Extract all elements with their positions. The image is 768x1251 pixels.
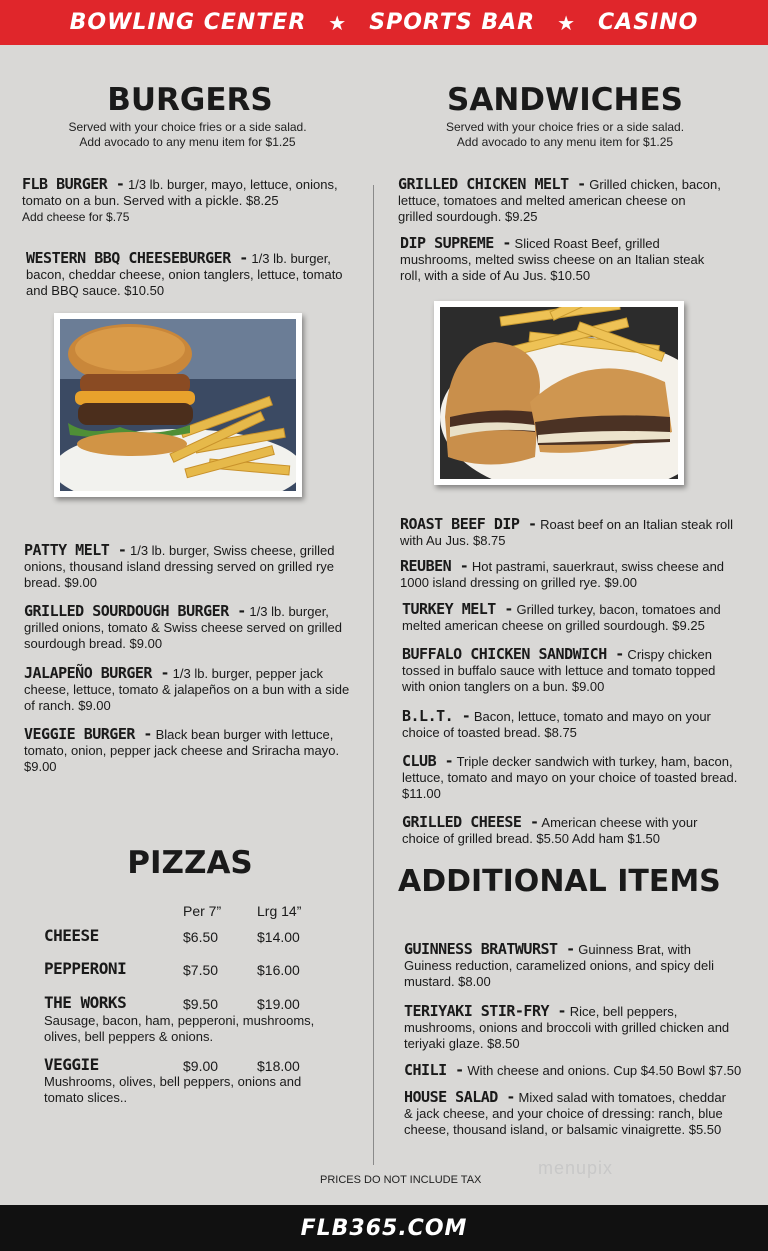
sandwiches-heading: SANDWICHES	[447, 82, 683, 118]
pizza-name: VEGGIE	[44, 1055, 99, 1074]
pizza-price-large: $19.00	[257, 996, 300, 1012]
menu-item-club	[402, 753, 742, 802]
item-name: FLB BURGER -	[22, 175, 125, 193]
pizza-name: PEPPERONI	[44, 959, 127, 978]
item-name: JALAPEÑO BURGER -	[24, 664, 170, 682]
item-name: CHILI -	[404, 1061, 464, 1079]
pizza-price-large: $18.00	[257, 1058, 300, 1074]
item-name: B.L.T. -	[402, 707, 471, 725]
item-name: GUINNESS BRATWURST -	[404, 940, 575, 958]
pizza-col-small-header: Per 7”	[183, 903, 222, 919]
item-name: PATTY MELT -	[24, 541, 127, 559]
item-name: GRILLED SOURDOUGH BURGER -	[24, 602, 246, 620]
pizzas-heading: PIZZAS	[127, 845, 253, 881]
pizza-description: Mushrooms, olives, bell peppers, onions and tomato slices..	[44, 1074, 302, 1105]
menu-item-house-salad	[404, 1089, 734, 1138]
menu-item-veggie-burger	[24, 726, 344, 775]
pizza-price-small: $9.00	[183, 1058, 219, 1074]
tax-note: PRICES DO NOT INCLUDE TAX	[320, 1174, 482, 1186]
pizza-name: CHEESE	[44, 926, 99, 945]
menu-item-chili	[404, 1062, 749, 1079]
burgers-note-line-1: Served with your choice fries or a side salad.	[68, 120, 307, 134]
burger-image	[60, 319, 296, 491]
pizza-name: THE WORKS	[44, 993, 127, 1012]
item-description: American cheese with your choice of grilled bread. $5.50 Add ham $1.50	[402, 815, 698, 846]
item-name: TERIYAKI STIR-FRY -	[404, 1002, 567, 1020]
item-description: 1/3 lb. burger, mayo, lettuce, onions, tomato on a bun. Served with a pickle. $8.25	[22, 177, 338, 208]
menu-item-jalapeno-burger	[24, 665, 359, 714]
item-description: Sliced Roast Beef, grilled mushrooms, melted swiss cheese on an Italian steak roll, with a side of Au Jus. $10.50	[400, 236, 705, 283]
burgers-note-line-2: Add avocado to any menu item for $1.25	[79, 135, 296, 149]
pizza-price-small: $6.50	[183, 929, 219, 945]
item-name: CLUB -	[402, 752, 454, 770]
banner-sports-bar: SPORTS BAR	[369, 10, 536, 35]
item-name: GRILLED CHICKEN MELT -	[398, 175, 586, 193]
menu-item-dip-supreme	[400, 235, 715, 284]
menu-item-guinness-bratwurst	[404, 941, 729, 990]
item-description: Black bean burger with lettuce, tomato, onion, pepper jack cheese and Sriracha mayo. $9.00	[24, 727, 340, 774]
item-extra: Add cheese for $.75	[22, 210, 130, 224]
item-description: Roast beef on an Italian steak roll with Au Jus. $8.75	[400, 517, 734, 548]
menu-item-teriyaki-stir-fry	[404, 1003, 739, 1052]
pizza-description: Sausage, bacon, ham, pepperoni, mushrooms, olives, bell peppers & onions.	[44, 1013, 315, 1044]
additional-items-heading: ADDITIONAL ITEMS	[398, 864, 721, 899]
item-name: BUFFALO CHICKEN SANDWICH -	[402, 645, 624, 663]
item-description: With cheese and onions. Cup $4.50 Bowl $7.50	[463, 1063, 742, 1078]
sandwiches-note-line-2: Add avocado to any menu item for $1.25	[456, 135, 674, 149]
item-name: DIP SUPREME -	[400, 234, 511, 252]
menu-item-grilled-sourdough-burger	[24, 603, 364, 652]
item-description: Hot pastrami, sauerkraut, swiss cheese and 1000 island dressing on grilled rye. $9.00	[400, 559, 725, 590]
sandwich-photo	[434, 301, 684, 485]
top-banner	[0, 0, 768, 45]
menu-item-flb-burger	[22, 176, 352, 225]
pizza-price-large: $16.00	[257, 962, 300, 978]
item-description: Crispy chicken tossed in buffalo sauce with lettuce and tomato topped with onion tanglers on a bun. $9.00	[402, 647, 716, 694]
sandwich-image	[440, 307, 678, 479]
item-description: Triple decker sandwich with turkey, ham, bacon, lettuce, tomato and mayo on your choice of toasted bread. $11.00	[402, 754, 738, 801]
item-description: 1/3 lb. burger, Swiss cheese, grilled onions, thousand island dressing served on grilled rye bread. $9.00	[24, 543, 335, 590]
menu-item-reuben	[400, 558, 725, 591]
star-icon: ★	[328, 10, 348, 35]
website-url[interactable]: FLB365.COM	[300, 1215, 468, 1241]
pizza-price-large: $14.00	[257, 929, 300, 945]
item-name: WESTERN BBQ CHEESEBURGER -	[26, 249, 248, 267]
menu-item-roast-beef-dip	[400, 516, 740, 549]
item-description: Rice, bell peppers, mushrooms, onions and broccoli with grilled chicken and teriyaki glaze. $8.50	[404, 1004, 730, 1051]
item-name: ROAST BEEF DIP -	[400, 515, 537, 533]
item-description: Grilled chicken, bacon, lettuce, tomatoes and melted american cheese on grilled sourdough. $9.25	[398, 177, 721, 224]
menu-item-grilled-chicken-melt	[398, 176, 723, 225]
sandwiches-note-line-1: Served with your choice fries or a side salad.	[445, 120, 685, 134]
item-name: VEGGIE BURGER -	[24, 725, 152, 743]
item-description: Bacon, lettuce, tomato and mayo on your choice of toasted bread. $8.75	[402, 709, 711, 740]
burgers-note	[30, 120, 345, 150]
watermark: menupix	[538, 1158, 614, 1178]
burger-photo	[54, 313, 302, 497]
menu-item-blt	[402, 708, 727, 741]
item-name: TURKEY MELT -	[402, 600, 513, 618]
banner-bowling-center: BOWLING CENTER	[69, 10, 307, 35]
star-icon: ★	[557, 10, 577, 35]
website-footer	[0, 1205, 768, 1251]
column-divider	[373, 185, 374, 1165]
item-name: REUBEN -	[400, 557, 469, 575]
sandwiches-note	[410, 120, 720, 150]
item-description: 1/3 lb. burger, grilled onions, tomato & Swiss cheese served on grilled sourdough bread. $9.00	[24, 604, 342, 651]
banner-casino: CASINO	[598, 10, 699, 35]
item-description: Mixed salad with tomatoes, cheddar & jack cheese, and your choice of dressing: ranch, blue cheese, thousand island, or balsamic vinaigrette. $5.50	[404, 1090, 726, 1137]
menu-item-patty-melt	[24, 542, 354, 591]
pizza-col-large-header: Lrg 14”	[257, 903, 302, 919]
burgers-heading: BURGERS	[107, 82, 273, 118]
menu-item-western-bbq	[26, 250, 346, 299]
item-description: Guinness Brat, with Guiness reduction, caramelized onions, and spicy deli mustard. $8.00	[404, 942, 715, 989]
menu-item-turkey-melt	[402, 601, 737, 634]
menu-item-grilled-cheese	[402, 814, 722, 847]
item-description: 1/3 lb. burger, pepper jack cheese, lettuce, tomato & jalapeños on a bun with a side of ranch. $9.00	[24, 666, 350, 713]
item-description: 1/3 lb. burger, bacon, cheddar cheese, onion tanglers, lettuce, tomato and BBQ sauce. $10.50	[26, 251, 343, 298]
pizza-price-small: $9.50	[183, 996, 219, 1012]
menu-item-buffalo-chicken	[402, 646, 722, 695]
item-name: GRILLED CHEESE -	[402, 813, 539, 831]
item-name: HOUSE SALAD -	[404, 1088, 515, 1106]
pizza-price-small: $7.50	[183, 962, 219, 978]
item-description: Grilled turkey, bacon, tomatoes and melted american cheese on grilled sourdough. $9.25	[402, 602, 721, 633]
